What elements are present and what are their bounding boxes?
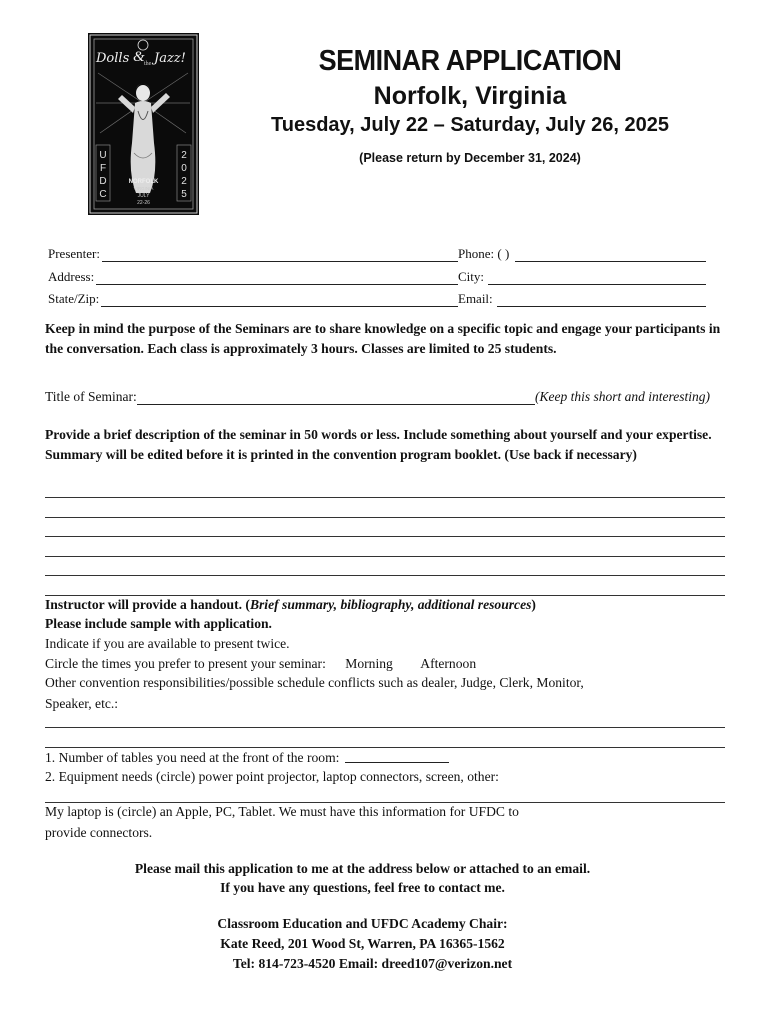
handout-text: Instructor will provide a handout. (	[45, 597, 250, 612]
tables-row	[45, 748, 725, 768]
location-heading: Norfolk, Virginia	[373, 82, 567, 110]
other-responsibilities-line-1: Other convention responsibilities/possible schedule conflicts such as dealer, Judge, Clerk, Monitor,	[45, 675, 584, 690]
seminar-title-input-line[interactable]	[137, 389, 535, 405]
state-zip-row	[48, 291, 458, 307]
tables-label: 1. Number of tables you need at the front of the room:	[45, 750, 340, 765]
description-line-5[interactable]	[45, 575, 725, 576]
presenter-row	[48, 246, 458, 262]
state-zip-label: State/Zip:	[48, 291, 100, 306]
city-input-line[interactable]	[488, 269, 706, 285]
address-input-line[interactable]	[96, 269, 458, 285]
purpose-text: Keep in mind the purpose of the Seminars are to share knowledge on a specific topic and engage your participants in the conversation. Each class is approximately 3 hours. Classes are limited to 25 students.	[45, 321, 721, 356]
presenter-label: Presenter:	[48, 246, 100, 261]
available-twice-text: Indicate if you are available to present twice.	[45, 636, 290, 651]
seminar-title-hint: (Keep this short and interesting)	[535, 389, 710, 404]
times-label: Circle the times you prefer to present your seminar:	[45, 656, 326, 671]
poster-caption-days: 22-26	[137, 200, 150, 206]
phone-input-line[interactable]	[515, 246, 706, 262]
poster-title-small: the	[144, 61, 152, 67]
address-row	[48, 269, 458, 285]
seminar-title-row	[45, 389, 710, 405]
poster-caption-month: JULY	[137, 193, 150, 199]
chair-address: Kate Reed, 201 Wood St, Warren, PA 16365-1562	[220, 936, 505, 951]
tables-input-line[interactable]	[345, 748, 449, 763]
presenter-input-line[interactable]	[102, 246, 458, 262]
return-by-note: (Please return by December 31, 2024)	[359, 151, 581, 165]
handout-line-1	[45, 595, 725, 615]
email-row	[458, 291, 706, 307]
poster-caption-city: NORFOLK	[128, 179, 159, 185]
page-title: SEMINAR APPLICATION	[318, 45, 622, 77]
city-row	[458, 269, 706, 285]
laptop-line-2: provide connectors.	[45, 825, 153, 840]
handout-text-end: )	[531, 597, 536, 612]
state-zip-input-line[interactable]	[101, 291, 458, 307]
phone-row	[458, 246, 706, 262]
poster-caption-state: VIRGINIA	[133, 186, 154, 191]
mail-instruction: Please mail this application to me at the address below or attached to an email.	[134, 861, 591, 876]
description-line-4[interactable]	[45, 556, 725, 557]
other-responsibilities-line-2: Speaker, etc.:	[45, 696, 119, 711]
handout-italic-text: Brief summary, bibliography, additional resources	[249, 597, 532, 612]
poster-side-left: UFDC	[99, 150, 107, 200]
poster-title-amp: &	[133, 49, 145, 65]
email-label: Email:	[458, 291, 493, 306]
description-line-1[interactable]	[45, 497, 725, 498]
address-label: Address:	[48, 269, 95, 284]
city-label: City:	[458, 269, 485, 284]
times-row	[45, 654, 725, 674]
afternoon-option[interactable]: Afternoon	[420, 656, 477, 671]
poster-title-right: Jazz!	[154, 51, 186, 66]
laptop-line-1: My laptop is (circle) an Apple, PC, Tablet. We must have this information for UFDC to	[45, 804, 519, 819]
description-line-3[interactable]	[45, 536, 725, 537]
equipment-needs-text: 2. Equipment needs (circle) power point projector, laptop connectors, screen, other:	[45, 769, 499, 784]
poster-title-left: Dolls	[96, 51, 130, 66]
email-input-line[interactable]	[497, 291, 706, 307]
poster-side-right: 2025	[181, 150, 187, 200]
phone-label: Phone: ( )	[458, 246, 510, 261]
morning-option[interactable]: Morning	[345, 656, 393, 671]
handout-line-2: Please include sample with application.	[45, 616, 272, 631]
responsibilities-line-1[interactable]	[45, 727, 725, 728]
chair-title: Classroom Education and UFDC Academy Chair:	[217, 916, 508, 931]
description-line-2[interactable]	[45, 517, 725, 518]
seminar-poster-image	[88, 33, 199, 215]
chair-contact: Tel: 814-723-4520 Email: dreed107@verizon.net	[232, 956, 513, 971]
dates-heading: Tuesday, July 22 – Saturday, July 26, 2025	[271, 114, 669, 136]
questions-note: If you have any questions, feel free to contact me.	[220, 880, 505, 895]
description-prompt: Provide a brief description of the seminar in 50 words or less. Include something about yourself and your expertise. Summary will be edited before it is printed in the convention program booklet. (Use back if necessary)	[45, 427, 712, 462]
seminar-title-label: Title of Seminar:	[45, 389, 137, 404]
